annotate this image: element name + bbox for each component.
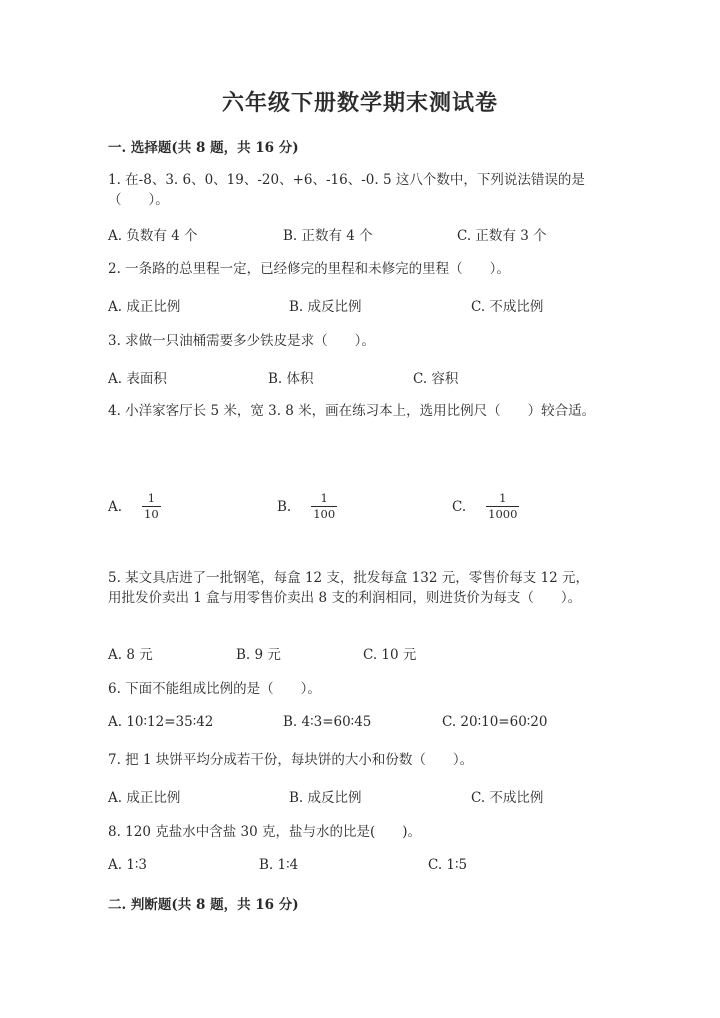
question-8: 8. 120 克盐水中含盐 30 克，盐与水的比是( )。 [108, 824, 422, 840]
question-6-option-c: C. 20∶10=60∶20 [442, 714, 548, 730]
question-6-option-b: B. 4∶3=60∶45 [283, 714, 372, 730]
question-2: 2. 一条路的总里程一定，已经修完的里程和未修完的里程（ ）。 [108, 261, 510, 277]
page-title: 六年级下册数学期末测试卷 [221, 90, 498, 116]
question-8-option-c: C. 1∶5 [428, 857, 468, 873]
question-7-option-b: B. 成反比例 [289, 790, 362, 806]
question-8-option-a: A. 1∶3 [108, 857, 148, 873]
question-7-option-c: C. 不成比例 [471, 790, 544, 806]
question-2-option-b: B. 成反比例 [289, 299, 362, 315]
question-3: 3. 求做一只油桶需要多少铁皮是求（ ）。 [108, 333, 375, 349]
question-1-option-b: B. 正数有 4 个 [283, 228, 373, 244]
question-4-option-c [452, 492, 519, 521]
question-5-option-a: A. 8 元 [108, 647, 153, 663]
question-8-option-b: B. 1∶4 [259, 857, 299, 873]
question-1-option-c: C. 正数有 3 个 [457, 228, 547, 244]
question-6-option-a: A. 10∶12=35∶42 [108, 714, 214, 730]
fraction [142, 492, 161, 521]
question-1-option-a: A. 负数有 4 个 [108, 228, 198, 244]
fraction-numerator: 1 [147, 491, 156, 505]
question-4: 4. 小洋家客厅长 5 米，宽 3. 8 米，画在练习本上，选用比例尺（ ）较合适。 [108, 403, 596, 419]
option-letter: C. [452, 498, 467, 515]
fraction-denominator: 100 [313, 507, 336, 521]
question-1: 1. 在-8、3. 6、0、19、-20、+6、-16、-0. 5 这八个数中，下列说法错误的是（ ）。 [108, 172, 585, 208]
fraction [486, 492, 519, 521]
question-7: 7. 把 1 块饼平均分成若干份，每块饼的大小和份数（ ）。 [108, 752, 474, 768]
question-3-option-b: B. 体积 [268, 371, 314, 387]
question-2-option-c: C. 不成比例 [471, 299, 544, 315]
fraction-denominator: 10 [144, 507, 159, 521]
question-5-option-c: C. 10 元 [363, 647, 417, 663]
option-letter: B. [277, 498, 292, 515]
question-4-option-b [277, 492, 337, 521]
question-7-option-a: A. 成正比例 [108, 790, 181, 806]
option-letter: A. [108, 498, 123, 515]
question-3-option-a: A. 表面积 [108, 371, 167, 387]
question-5: 5. 某文具店进了一批钢笔，每盒 12 支，批发每盒 132 元，零售价每支 12 元，用批发价卖出 1 盒与用零售价卖出 8 支的利润相同，则进货价为每支（ ）。 [108, 570, 590, 606]
question-6: 6. 下面不能组成比例的是（ ）。 [108, 681, 321, 697]
question-2-option-a: A. 成正比例 [108, 299, 181, 315]
section-heading-choice: 一. 选择题(共 8 题，共 16 分) [108, 140, 299, 156]
question-5-option-b: B. 9 元 [236, 647, 281, 663]
fraction-numerator: 1 [499, 491, 507, 505]
question-4-option-a [108, 492, 161, 521]
fraction-denominator: 1000 [488, 507, 518, 521]
section-heading-judgment: 二. 判断题(共 8 题，共 16 分) [108, 897, 299, 913]
question-3-option-c: C. 容积 [413, 371, 459, 387]
fraction [311, 492, 337, 521]
fraction-numerator: 1 [320, 491, 328, 505]
